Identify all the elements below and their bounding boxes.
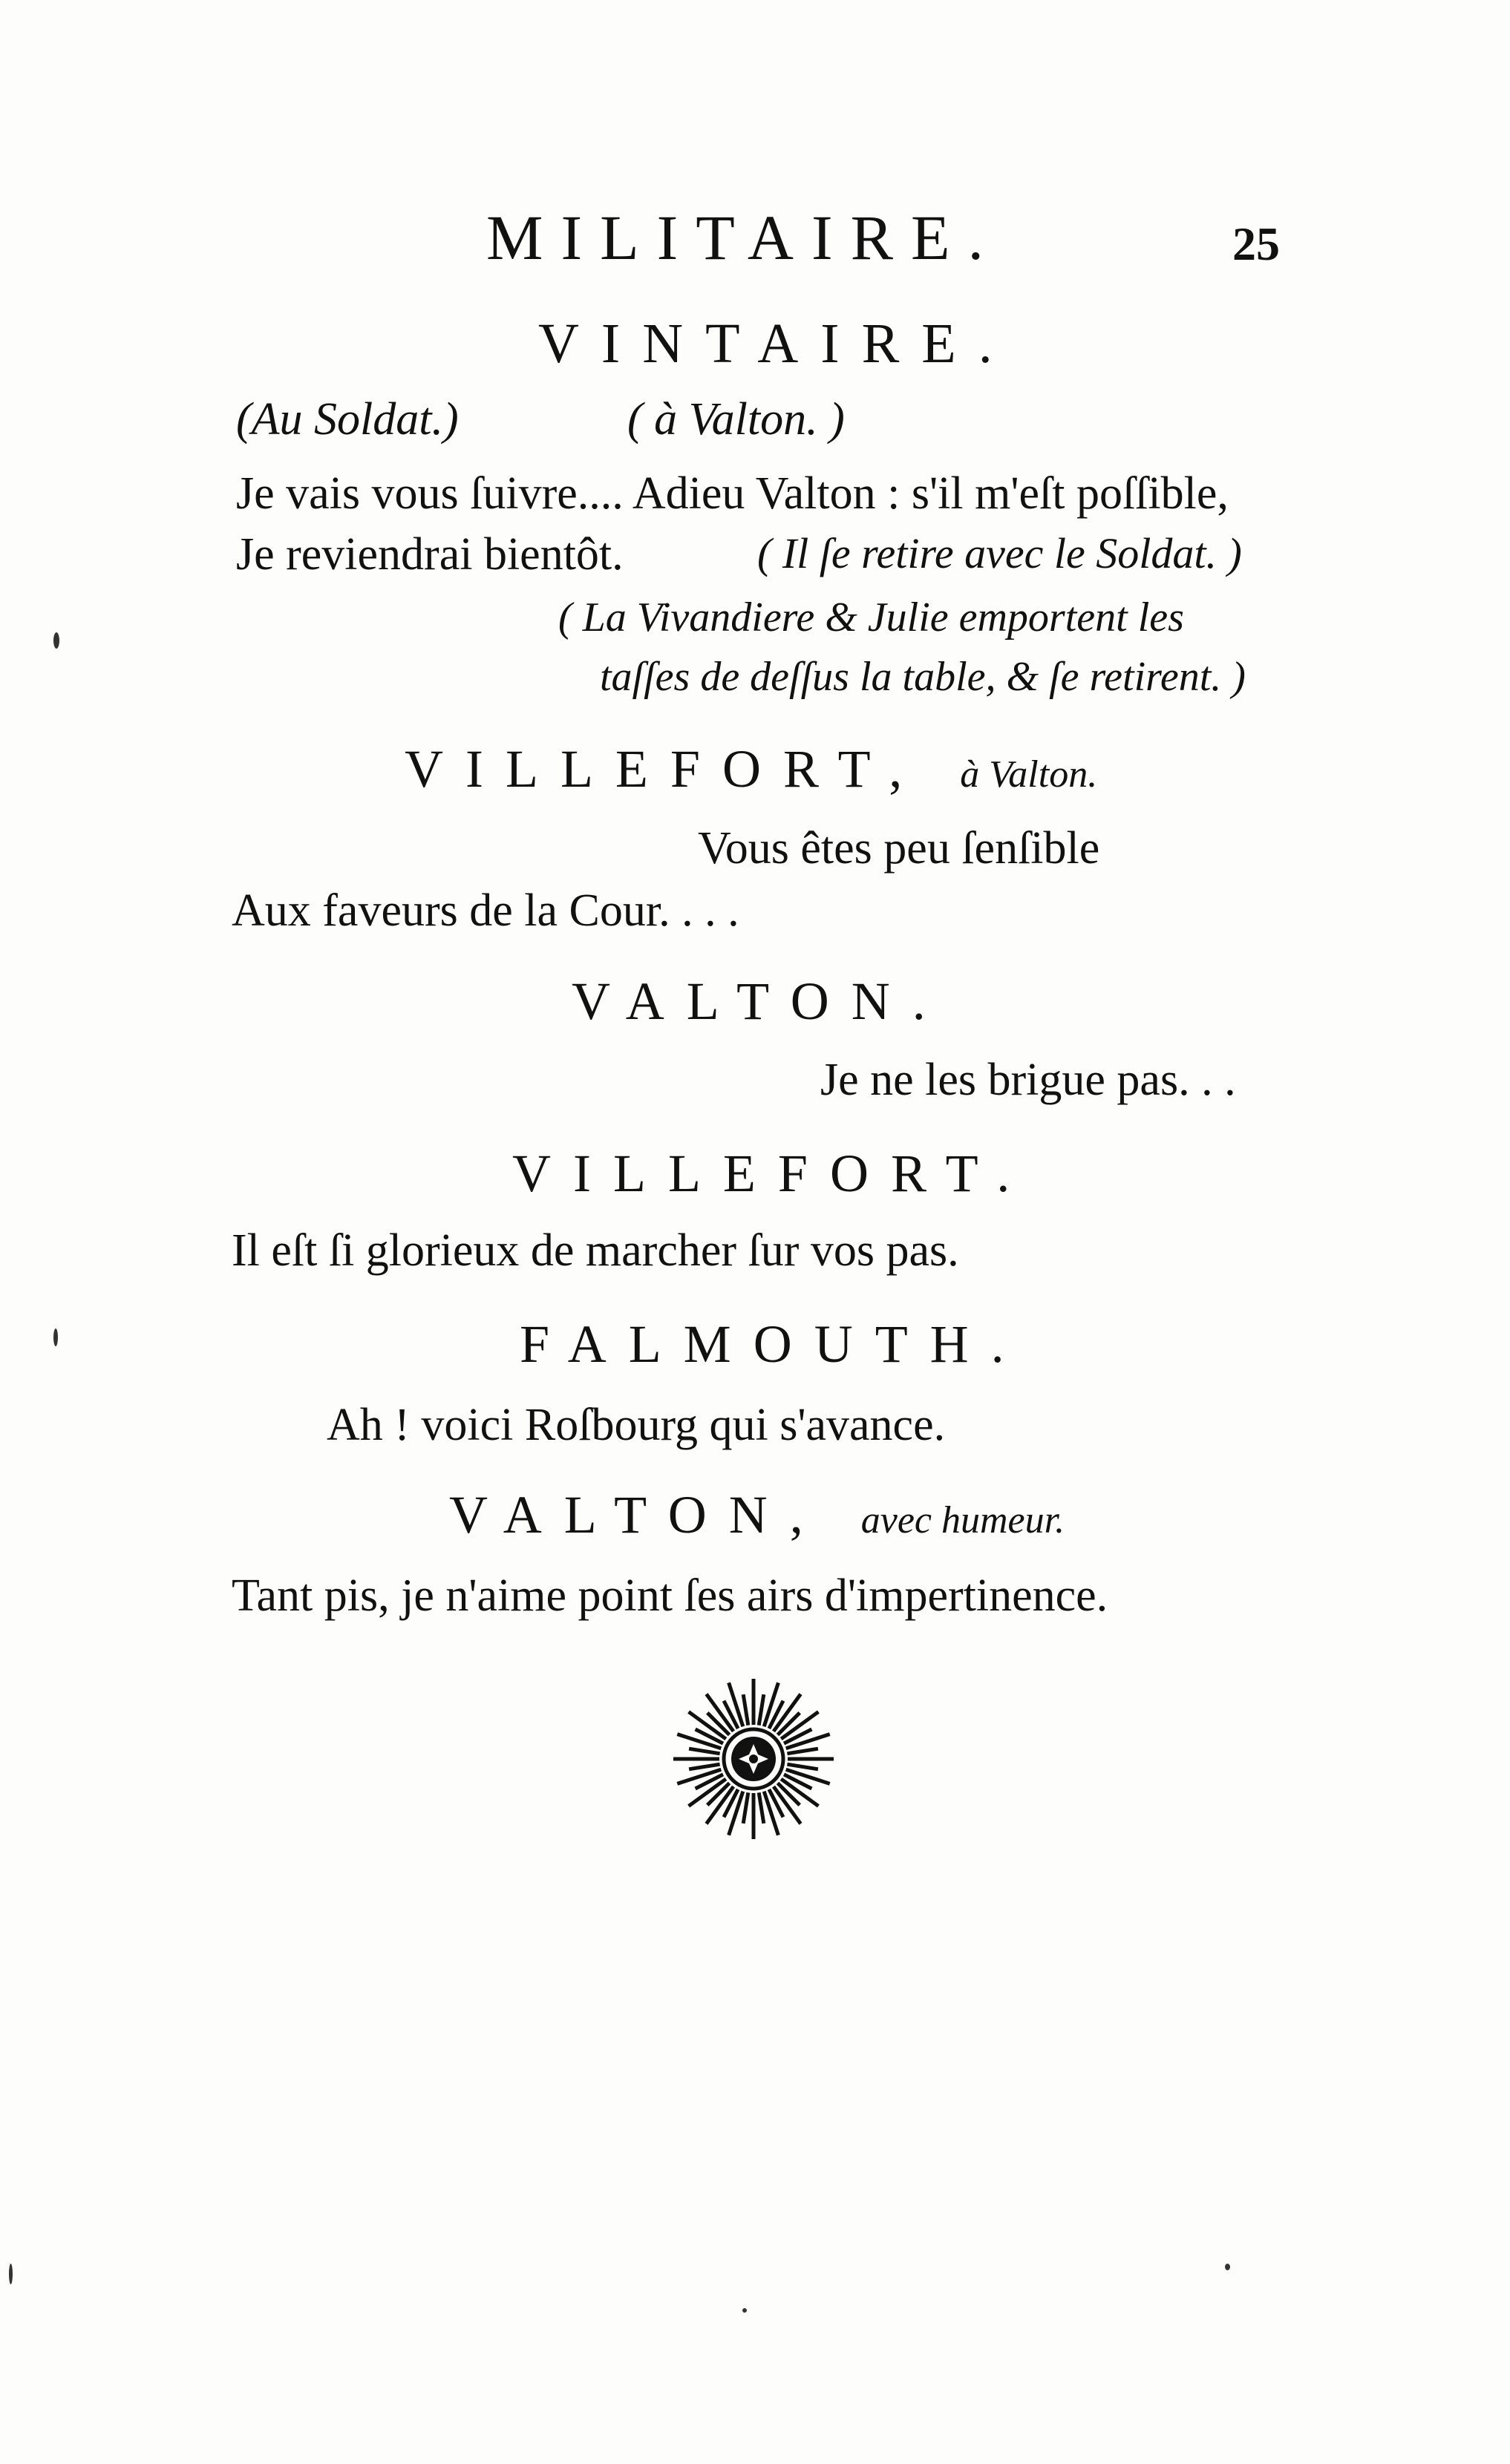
verse-line: Ah ! voici Roſbourg qui s'avance. (327, 1400, 946, 1450)
stage-direction: ( Il ſe retire avec le Soldat. ) (757, 529, 1242, 577)
stage-direction: à Valton. (960, 753, 1098, 796)
speaker-vintaire: VINTAIRE. (538, 312, 1015, 375)
scan-speck (1225, 2264, 1230, 2270)
ornament-ray (743, 1694, 748, 1726)
scan-speck (742, 2308, 747, 2313)
verse-line: Il eſt ſi glorieux de marcher ſur vos pas. (232, 1225, 959, 1276)
speaker-name: VALTON, (449, 1485, 826, 1544)
ornament-ray (677, 1769, 721, 1783)
ornament-ray (759, 1792, 764, 1824)
verse-line: Je ne les brigue pas. . . (820, 1055, 1236, 1105)
running-title: MILITAIRE. (486, 202, 1002, 273)
scan-speck (53, 632, 59, 649)
speaker-name: VILLEFORT, (405, 739, 925, 799)
ornament-ray (787, 1749, 818, 1754)
ornament-ray (743, 1792, 748, 1824)
ornament-ray (677, 1734, 721, 1749)
stage-direction: taſſes de deſſus la table, & ſe retirent. ) (600, 654, 1246, 700)
ornament-ray (786, 1734, 830, 1749)
stage-direction: ( à Valton. ) (627, 394, 845, 445)
speaker-falmouth: FALMOUTH. (520, 1314, 1027, 1374)
scan-speck (9, 2264, 13, 2284)
stage-direction: avec humeur. (860, 1499, 1065, 1541)
speaker-villefort (405, 738, 1097, 800)
ornament-ray (729, 1682, 743, 1726)
ornament-ray (759, 1694, 764, 1726)
ornament-ray (764, 1792, 778, 1835)
ornament-ray (787, 1764, 818, 1769)
stage-direction: (Au Soldat.) (236, 394, 459, 445)
verse-line: Vous êtes peu ſenſible (698, 823, 1100, 874)
verse-line: Tant pis, je n'aime point ſes airs d'impertinence. (232, 1570, 1108, 1621)
ornament-ray (764, 1682, 778, 1726)
ornament-ray (729, 1792, 743, 1835)
ornament-ray (689, 1749, 720, 1754)
speaker-valton: VALTON. (572, 971, 948, 1031)
ornament-ray (786, 1769, 830, 1783)
verse-line: Je reviendrai bientôt. (236, 529, 624, 580)
speaker-valton (449, 1484, 1065, 1546)
ornament-ray (689, 1764, 720, 1769)
verse-line: Aux faveurs de la Cour. . . . (232, 885, 739, 936)
page-number: 25 (1232, 217, 1280, 270)
scan-speck (53, 1328, 58, 1346)
sunburst-ornament (668, 1674, 839, 1844)
verse-line: Je vais vous ſuivre.... Adieu Valton : s'il m'eſt poſſible, (236, 468, 1229, 519)
speaker-villefort: VILLEFORT. (512, 1144, 1033, 1203)
stage-direction: ( La Vivandiere & Julie emportent les (558, 594, 1184, 640)
